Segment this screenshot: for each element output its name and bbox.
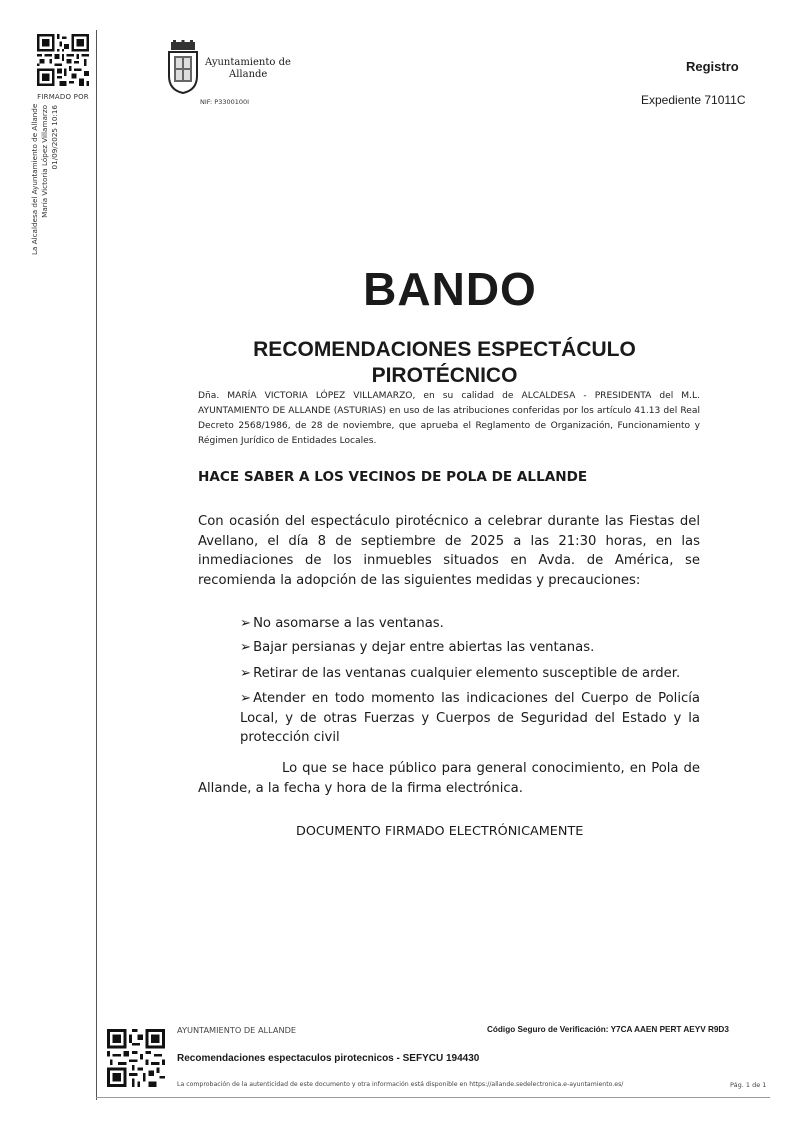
municipality-name-line2: Allande <box>229 69 268 80</box>
arrow-bullet-icon: ➢ <box>240 666 252 681</box>
recommendation-item <box>240 689 700 748</box>
footer-organization: AYUNTAMIENTO DE ALLANDE <box>177 1025 297 1035</box>
main-paragraph: Con ocasión del espectáculo pirotécnico a celebrar durante las Fiestas del Avellano, el día 8 de septiembre de 2025 a las 21:30 horas, en las inmediaciones de los inmuebles situados en Avda. de América, se recomienda la adopción de las siguientes medidas y precauciones: <box>198 514 700 588</box>
recommendation-text: No asomarse a las ventanas. <box>253 616 444 631</box>
expediente-label: Expediente 71011C <box>641 93 746 107</box>
arrow-bullet-icon: ➢ <box>240 616 252 631</box>
signature-qr-code-icon <box>37 34 89 86</box>
arrow-bullet-icon: ➢ <box>240 640 252 655</box>
registro-label: Registro <box>686 59 739 74</box>
recommendation-text: Bajar persianas y dejar entre abiertas las ventanas. <box>253 640 595 655</box>
signer-name: María Victoria López Villamarzo <box>40 105 49 218</box>
recommendation-item <box>240 664 700 684</box>
nif-label: NIF: P3300100I <box>200 98 250 106</box>
municipal-crest-icon <box>166 40 200 94</box>
verification-qr-code-icon <box>107 1029 165 1087</box>
document-subtitle: RECOMENDACIONES ESPECTÁCULO PIROTÉCNICO <box>253 338 636 387</box>
authenticity-check-note: La comprobación de la autenticidad de este documento y otra información está disponible en https://allande.sedelectronica.e-ayuntamiento.es/ <box>177 1081 624 1088</box>
document-title: BANDO <box>363 263 537 315</box>
arrow-bullet-icon: ➢ <box>240 691 252 706</box>
recommendation-item <box>240 614 700 634</box>
municipality-name <box>205 57 291 81</box>
recommendation-text: Retirar de las ventanas cualquier elemento susceptible de arder. <box>253 666 681 681</box>
signature-timestamp: 01/09/2025 10:16 <box>50 105 59 170</box>
left-margin-rule <box>96 30 97 1100</box>
intro-paragraph: Dña. MARÍA VICTORIA LÓPEZ VILLAMARZO, en su calidad de ALCALDESA - PRESIDENTA del M.L. AYUNTAMIENTO DE ALLANDE (ASTURIAS) en uso de las atribuciones conferidas por los artículo 41.13 del Real Decreto 2568/1986, de 28 de noviembre, que aprueba el Reglamento de Organización, Funcionamiento y Régimen Jurídico de Entidades Locales. <box>198 391 700 446</box>
vertical-signature-block <box>30 105 60 255</box>
verification-code: Código Seguro de Verificación: Y7CA AAEN PERT AEYV R9D3 <box>487 1025 729 1034</box>
recommendation-item <box>240 638 700 658</box>
closing-paragraph <box>198 759 700 798</box>
announcement-heading: HACE SABER A LOS VECINOS DE POLA DE ALLANDE <box>198 469 588 485</box>
closing-text: Lo que se hace público para general conocimiento, en Pola de Allande, a la fecha y hora de la firma electrónica. <box>198 761 700 796</box>
signed-by-label: FIRMADO POR <box>37 93 89 101</box>
footer-rule <box>96 1097 770 1098</box>
footer-document-title: Recomendaciones espectaculos pirotecnicos - SEFYCU 194430 <box>177 1053 480 1064</box>
recommendation-text: Atender en todo momento las indicaciones del Cuerpo de Policía Local, y de otras Fuerzas y Cuerpos de Seguridad del Estado y la protección civil <box>240 691 700 745</box>
municipality-name-line1: Ayuntamiento de <box>205 57 291 68</box>
signer-role: La Alcaldesa del Ayuntamiento de Allande <box>30 103 39 255</box>
page-number: Pág. 1 de 1 <box>730 1081 767 1089</box>
electronic-signature-note: DOCUMENTO FIRMADO ELECTRÓNICAMENTE <box>296 824 584 839</box>
